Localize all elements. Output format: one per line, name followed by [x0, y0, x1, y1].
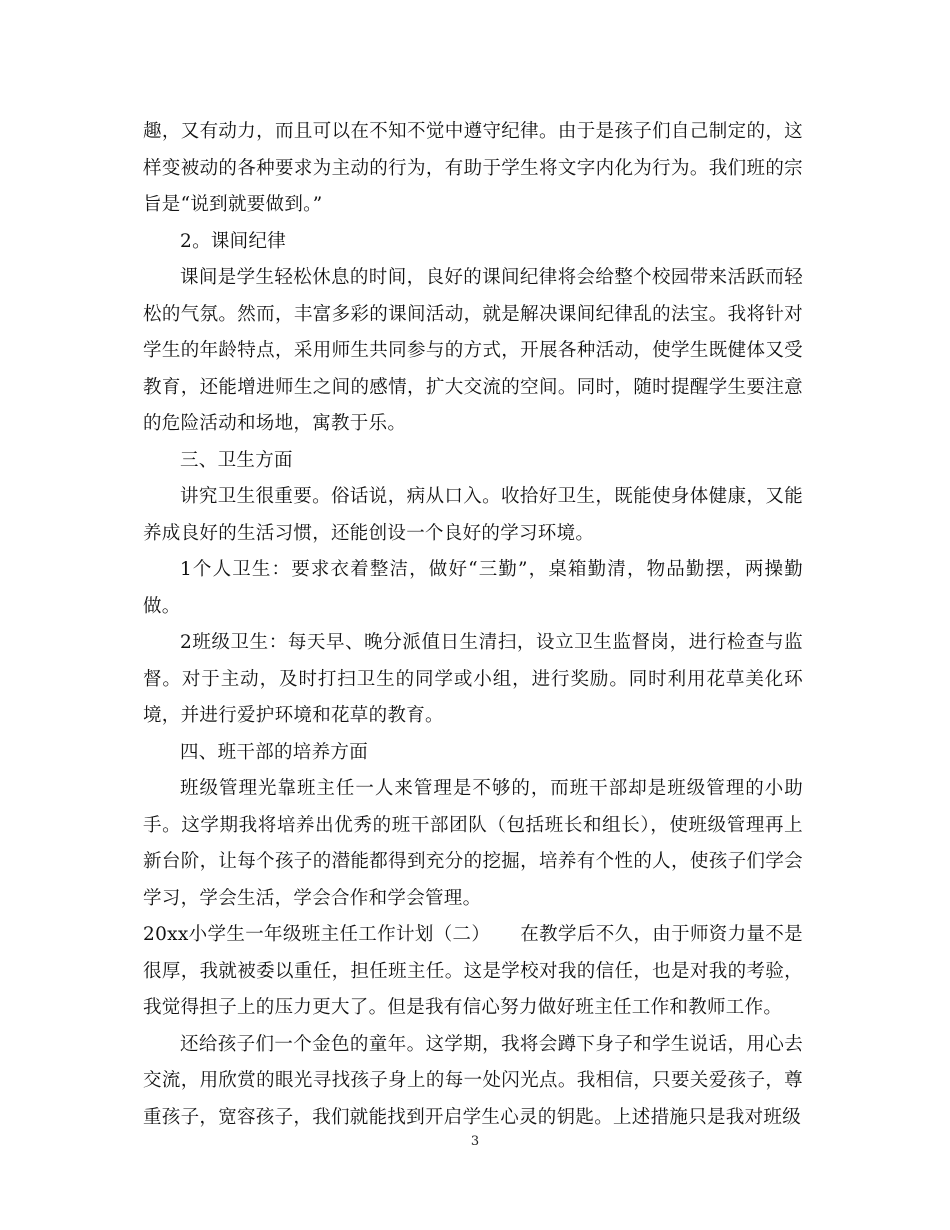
paragraph-recess-discipline: 课间是学生轻松休息的时间，良好的课间纪律将会给整个校园带来活跃而轻松的气氛。然而，丰富多彩的课间活动，就是解决课间纪律乱的法宝。我将针对学生的年龄特点，采用师生共同参与的方式，开展各种活动，使学生既健体又受教育，还能增进师生之间的感情，扩大交流的空间。同时，随时提醒学生要注意的危险活动和场地，寓教于乐。: [143, 267, 803, 434]
section-title: 20xx小学生一年级班主任工作计划（二）: [143, 924, 491, 945]
subheading-recess-discipline: 2。课间纪律: [180, 230, 287, 252]
page-number: 3: [470, 1134, 480, 1149]
heading-hygiene: 三、卫生方面: [180, 449, 293, 471]
paragraph-continued: 趣，又有动力，而且可以在不知不觉中遵守纪律。由于是孩子们自己制定的，这样变被动的各种要求为主动的行为，有助于学生将文字内化为行为。我们班的宗旨是“说到就要做到。”: [143, 121, 803, 215]
section-intro: 在教学后不久，由于师资力量不是很厚，我就被委以重任，担任班主任。这是学校对我的信任，也是对我的考验，我觉得担子上的压力更大了。但是我有信心努力做好班主任工作和教师工作。: [143, 924, 803, 1018]
paragraph-closing: 还给孩子们一个金色的童年。这学期，我将会蹲下身子和学生说话，用心去交流，用欣赏的眼光寻找孩子身上的每一处闪光点。我相信，只要关爱孩子，尊重孩子，宽容孩子，我们就能找到开启学生心灵的钥匙。上述措施只是我对班级: [143, 1033, 803, 1128]
heading-class-leaders: 四、班干部的培养方面: [180, 741, 369, 763]
paragraph-class-leaders: 班级管理光靠班主任一人来管理是不够的，而班干部却是班级管理的小助手。这学期我将培养出优秀的班干部团队（包括班长和组长），使班级管理再上新台阶，让每个孩子的潜能都得到充分的挖掘，培养有个性的人，使孩子们学会学习，学会生活，学会合作和学会管理。: [143, 778, 803, 909]
document-body: [143, 114, 803, 1136]
paragraph-class-hygiene: 2班级卫生：每天早、晚分派值日生清扫，设立卫生监督岗，进行检查与监督。对于主动，及时打扫卫生的同学或小组，进行奖励。同时利用花草美化环境，并进行爱护环境和花草的教育。: [143, 632, 803, 726]
paragraph-personal-hygiene: 1个人卫生：要求衣着整洁，做好“三勤”，桌箱勤清，物品勤摆，两操勤做。: [143, 559, 803, 617]
paragraph-hygiene-intro: 讲究卫生很重要。俗话说，病从口入。收拾好卫生，既能使身体健康，又能养成良好的生活习惯，还能创设一个良好的学习环境。: [143, 486, 803, 544]
section-start: [143, 917, 803, 1027]
